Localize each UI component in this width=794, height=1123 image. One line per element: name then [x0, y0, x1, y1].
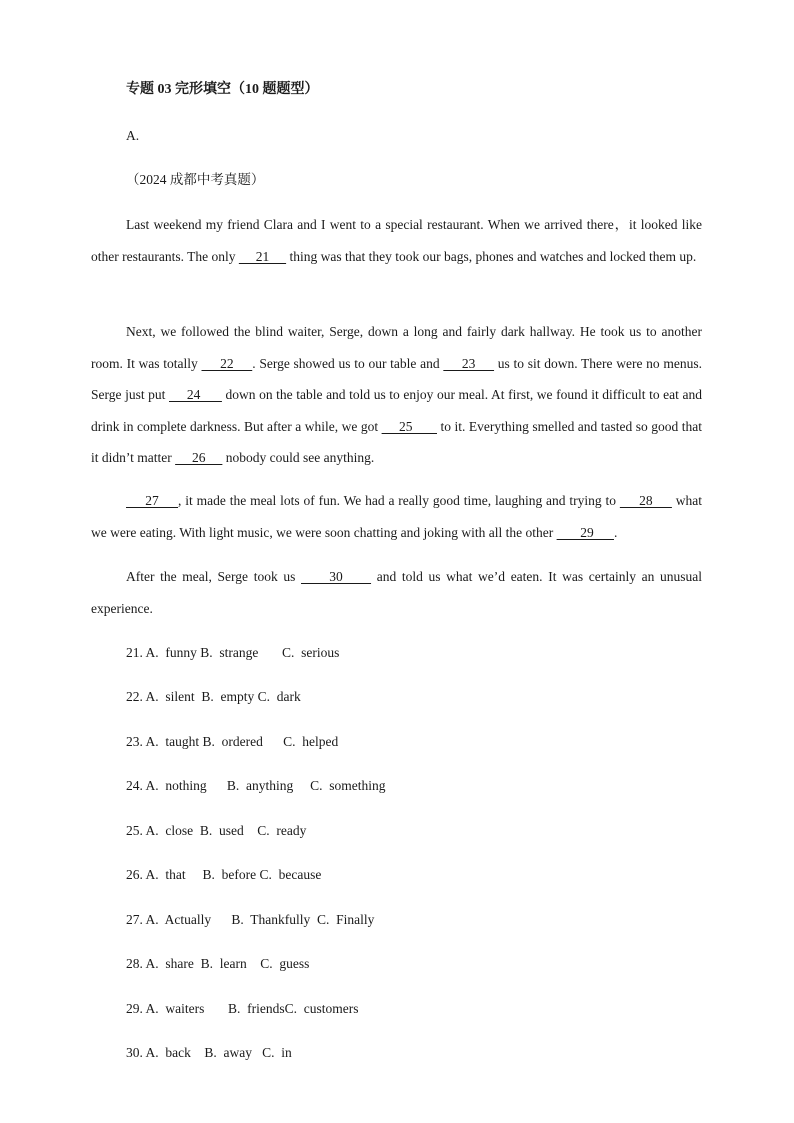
paragraph-2 [91, 316, 702, 474]
blank-25: 25 [381, 418, 437, 434]
paragraph-4 [91, 561, 702, 624]
text: Next, we followed the blind waiter, Serge, down a long and fairly dark hallway. He took us to another room. It was totally [91, 324, 702, 371]
text: thing was that they took our bags, phones and watches and locked them up. [286, 248, 697, 264]
text: , it made the meal lots of fun. We had a really good time, laughing and trying to [178, 493, 620, 508]
text: After the meal, Serge took us [126, 569, 302, 584]
blank-28: 28 [619, 493, 672, 508]
text: down on the table and told us to enjoy our meal. At first, we found it difficult to eat and drink in complete darkness. But after a while, we got [91, 387, 702, 434]
option-item-29: 29. A. waiters B. friendsC. customers [126, 1001, 359, 1016]
source-note: （2024 成都中考真题） [126, 172, 265, 187]
section-label: A. [126, 128, 140, 143]
blank-29: 29 [556, 524, 614, 540]
blank-30: 30 [301, 569, 372, 584]
blank-26: 26 [175, 450, 223, 465]
paragraph-3 [91, 485, 702, 548]
page-title: 专题 03 完形填空（10 题题型） [126, 82, 319, 97]
paragraph-1 [91, 209, 702, 272]
text: and told us what we’d eaten. It was certainly an unusual experience. [91, 569, 703, 616]
blank-24: 24 [169, 387, 222, 402]
option-item-28: 28. A. share B. learn C. guess [126, 956, 310, 971]
text: us to sit down. There were no menus. Serge just put [91, 355, 703, 402]
option-item-24: 24. A. nothing B. anything C. something [126, 778, 386, 793]
blank-27: 27 [126, 493, 179, 508]
blank-23: 23 [443, 355, 495, 371]
text: nobody could see anything. [222, 450, 375, 465]
text: to it. Everything smelled and tasted so good that it didn’t matter [91, 418, 703, 465]
option-item-30: 30. A. back B. away C. in [126, 1045, 292, 1060]
blank-22: 22 [201, 355, 253, 371]
text: Last weekend my friend Clara and I went to a special restaurant. When we arrived there，it looked like other restaurants. The only [91, 217, 702, 264]
text: . [613, 524, 618, 540]
option-item-22: 22. A. silent B. empty C. dark [126, 689, 301, 704]
text: what we were eating. With light music, we were soon chatting and joking with all the other [91, 493, 703, 540]
option-item-25: 25. A. close B. used C. ready [126, 823, 307, 838]
option-item-27: 27. A. Actually B. Thankfully C. Finally [126, 912, 375, 927]
option-item-23: 23. A. taught B. ordered C. helped [126, 734, 339, 749]
blank-21: 21 [238, 248, 287, 264]
text: . Serge showed us to our table and [252, 355, 444, 371]
option-item-21: 21. A. funny B. strange C. serious [126, 645, 340, 660]
option-item-26: 26. A. that B. before C. because [126, 867, 322, 882]
